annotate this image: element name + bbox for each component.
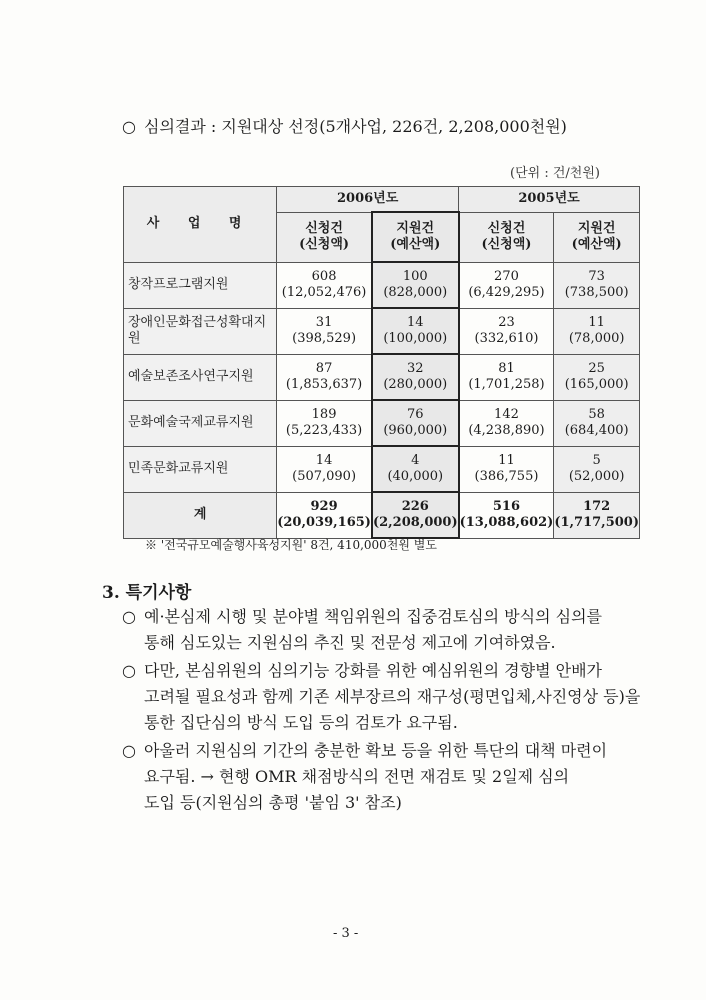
cell-count: 11 (498, 453, 515, 468)
cell-amount: (40,000) (387, 469, 444, 484)
cell-amount: (2,208,000) (372, 515, 458, 530)
col-apply-2005 (459, 212, 554, 262)
paragraph-3-line-2: 요구됨. → 현행 OMR 채점방식의 전면 재검토 및 2일제 심의 (144, 767, 570, 786)
cell-support-2005 (554, 446, 640, 492)
cell-support-2006 (372, 354, 459, 400)
cell-count: 608 (311, 269, 337, 284)
col-apply-label: 신청건 (487, 221, 526, 236)
cell-amount: (398,529) (292, 331, 357, 346)
paragraph-2-line-1 (122, 660, 602, 682)
cell-apply-2006 (277, 308, 372, 354)
row-name: 문화예술국제교류지원 (124, 400, 277, 446)
paragraph-text: 다만, 본심위원의 심의기능 강화를 위한 예심위원의 경향별 안배가 (144, 661, 603, 680)
paragraph-2-line-2: 고려될 필요성과 함께 기존 세부장르의 재구성(평면입체,사진영상 등)을 (144, 687, 641, 706)
cell-amount: (960,000) (383, 423, 448, 438)
cell-amount: (332,610) (474, 331, 539, 346)
total-apply-2005 (459, 492, 554, 538)
cell-amount: (507,090) (292, 469, 357, 484)
cell-count: 73 (588, 269, 605, 284)
cell-count: 31 (315, 315, 333, 330)
cell-apply-2006 (277, 354, 372, 400)
cell-count: 14 (315, 453, 333, 468)
row-name: 장애인문화접근성확대지원 (124, 308, 277, 354)
cell-amount: (20,039,165) (277, 515, 371, 530)
row-name: 창작프로그램지원 (124, 262, 277, 308)
cell-amount: (52,000) (568, 469, 625, 484)
table-row (124, 354, 640, 400)
total-support-2006 (372, 492, 459, 538)
paragraph-3-line-1 (122, 740, 607, 762)
cell-support-2006 (372, 262, 459, 308)
table-row (124, 400, 640, 446)
total-label: 계 (124, 492, 277, 538)
cell-support-2005 (554, 262, 640, 308)
cell-count: 32 (407, 361, 424, 376)
cell-apply-2006 (277, 262, 372, 308)
cell-apply-2006 (277, 446, 372, 492)
paragraph-1-line-2: 통해 심도있는 지원심의 추진 및 전문성 제고에 기여하였음. (144, 633, 556, 652)
table-total-row (124, 492, 640, 538)
table-header-2006: 2006년도 (277, 187, 459, 213)
support-table (123, 186, 640, 539)
table-header-2005: 2005년도 (459, 187, 640, 213)
cell-count: 189 (311, 407, 337, 422)
cell-count: 172 (583, 499, 611, 514)
result-text: 심의결과 : 지원대상 선정(5개사업, 226건, 2,208,000천원) (144, 117, 567, 136)
cell-support-2005 (554, 308, 640, 354)
cell-support-2005 (554, 400, 640, 446)
row-name: 민족문화교류지원 (124, 446, 277, 492)
cell-apply-2005 (459, 400, 554, 446)
cell-count: 11 (588, 315, 605, 330)
cell-amount: (100,000) (383, 331, 448, 346)
cell-count: 142 (494, 407, 519, 422)
total-apply-2006 (277, 492, 372, 538)
bullet-icon: ○ (122, 117, 136, 136)
section-title: 3. 특기사항 (102, 583, 192, 603)
col-support-sub: (예산액) (571, 237, 622, 252)
table-note: ※ '전국규모예술행사육성지원' 8건, 410,000천원 별도 (145, 538, 437, 552)
table-row (124, 262, 640, 308)
col-apply-sub: (신청액) (299, 237, 350, 252)
cell-count: 5 (592, 453, 601, 468)
cell-amount: (280,000) (383, 377, 448, 392)
cell-support-2005 (554, 354, 640, 400)
cell-apply-2005 (459, 262, 554, 308)
col-apply-label: 신청건 (305, 221, 343, 236)
cell-amount: (1,701,258) (468, 377, 545, 392)
cell-count: 929 (310, 499, 338, 514)
paragraph-text: 예·본심제 시행 및 분야별 책임위원의 집중검토심의 방식의 심의를 (144, 607, 603, 626)
cell-count: 81 (498, 361, 515, 376)
unit-label: (단위 : 건/천원) (510, 166, 600, 181)
col-apply-2006 (277, 212, 372, 262)
cell-support-2006 (372, 308, 459, 354)
col-support-2005 (554, 212, 640, 262)
col-support-2006 (372, 212, 459, 262)
cell-amount: (828,000) (383, 285, 448, 300)
cell-count: 87 (315, 361, 333, 376)
cell-amount: (738,500) (564, 285, 629, 300)
paragraph-2-line-3: 통한 집단심의 방식 도입 등의 검토가 요구됨. (144, 713, 458, 732)
cell-amount: (5,223,433) (285, 423, 363, 438)
cell-amount: (4,238,890) (468, 423, 545, 438)
bullet-icon: ○ (122, 661, 136, 680)
cell-apply-2006 (277, 400, 372, 446)
cell-count: 270 (494, 269, 519, 284)
table-row (124, 308, 640, 354)
paragraph-text: 아울러 지원심의 기간의 충분한 확보 등을 위한 특단의 대책 마련이 (144, 741, 608, 760)
col-support-label: 지원건 (577, 221, 616, 236)
result-line (122, 116, 567, 138)
cell-count: 516 (492, 499, 521, 514)
cell-support-2006 (372, 446, 459, 492)
table-row (124, 446, 640, 492)
cell-amount: (13,088,602) (459, 515, 554, 530)
cell-count: 25 (588, 361, 605, 376)
cell-apply-2005 (459, 354, 554, 400)
cell-amount: (6,429,295) (468, 285, 545, 300)
bullet-icon: ○ (122, 607, 136, 626)
cell-count: 226 (401, 499, 429, 514)
cell-amount: (1,853,637) (285, 377, 363, 392)
page-number: - 3 - (333, 926, 359, 941)
row-name: 예술보존조사연구지원 (124, 354, 277, 400)
col-support-label: 지원건 (396, 221, 435, 236)
cell-amount: (684,400) (564, 423, 629, 438)
cell-apply-2005 (459, 446, 554, 492)
cell-amount: (1,717,500) (554, 515, 639, 530)
cell-count: 23 (498, 315, 515, 330)
cell-count: 76 (407, 407, 424, 422)
paragraph-1-line-1 (122, 606, 602, 628)
cell-count: 58 (588, 407, 605, 422)
cell-count: 100 (402, 269, 428, 284)
cell-count: 14 (407, 315, 424, 330)
paragraph-3-line-3: 도입 등(지원심의 총평 '붙임 3' 참조) (144, 793, 402, 812)
total-support-2005 (554, 492, 640, 538)
cell-amount: (386,755) (474, 469, 539, 484)
bullet-icon: ○ (122, 741, 136, 760)
cell-amount: (165,000) (564, 377, 629, 392)
table-header-business: 사 업 명 (124, 187, 277, 263)
cell-count: 4 (411, 453, 420, 468)
cell-amount: (12,052,476) (281, 285, 367, 300)
col-apply-sub: (신청액) (481, 237, 532, 252)
cell-amount: (78,000) (568, 331, 625, 346)
cell-support-2006 (372, 400, 459, 446)
cell-apply-2005 (459, 308, 554, 354)
col-support-sub: (예산액) (390, 237, 441, 252)
